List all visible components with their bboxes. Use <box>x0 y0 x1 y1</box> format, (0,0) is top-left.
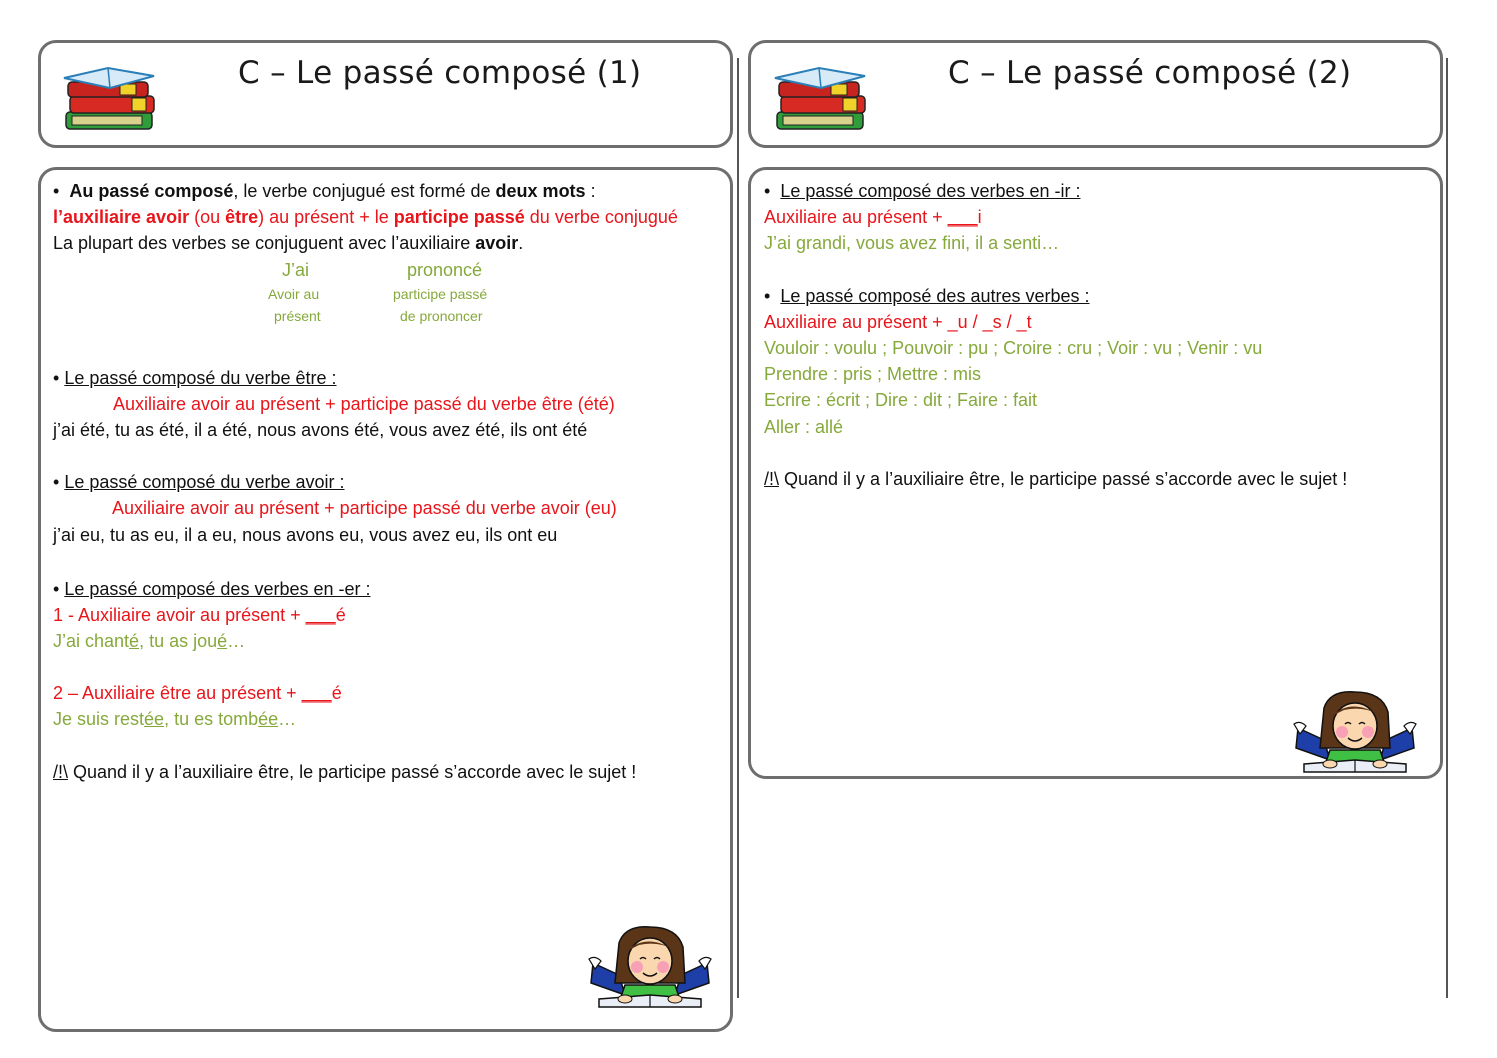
rule-text-3: du verbe conjugué <box>524 207 678 228</box>
intro-text-1: , le verbe conjugué est formé de <box>233 181 496 201</box>
others-heading: Le passé composé des autres verbes : <box>780 285 1090 306</box>
er-ex2-part-c: … <box>278 709 297 730</box>
etre-heading-line <box>53 365 723 391</box>
ir-rule <box>764 204 1434 230</box>
most-text-2: . <box>518 233 524 254</box>
er-rule-2 <box>53 680 723 706</box>
others-example-3: Ecrire : écrit ; Dire : dit ; Faire : fait <box>764 390 1038 411</box>
avoir-heading-line <box>53 469 723 495</box>
warning-sign: /!\ <box>764 468 780 489</box>
books-icon <box>58 64 160 134</box>
left-warning <box>53 759 723 785</box>
er-ex2-part-a: Je suis rest <box>53 709 145 730</box>
warning-sign: /!\ <box>53 761 69 782</box>
er-rule-2-text: 2 – Auxiliaire être au présent + <box>53 683 302 704</box>
example-word-2: prononcé <box>407 259 483 280</box>
er-example-1 <box>53 628 723 654</box>
others-heading-line <box>764 283 1434 309</box>
rule-bold-1: l’auxiliaire avoir <box>53 207 190 228</box>
others-example-1: Vouloir : voulu ; Pouvoir : pu ; Croire : cru ; Voir : vu ; Venir : vu <box>764 337 1263 358</box>
example-block <box>53 257 723 327</box>
er-heading: Le passé composé des verbes en -er : <box>64 578 371 599</box>
example-note-2a: participe passé <box>393 285 488 302</box>
er-rule-1 <box>53 602 723 628</box>
most-text-1: La plupart des verbes se conjuguent avec l’auxiliaire <box>53 233 476 254</box>
ir-example: J’ai grandi, vous avez fini, il a senti… <box>764 233 1060 254</box>
bullet-icon: • <box>764 285 771 306</box>
rule-text-1: (ou <box>189 207 226 228</box>
er-ex2-ending-1: ée <box>144 709 165 730</box>
ir-heading-line <box>764 178 1434 204</box>
er-ex1-ending-2: é <box>217 631 228 652</box>
avoir-rule: Auxiliaire avoir au présent + participe passé du verbe avoir (eu) <box>112 498 617 519</box>
bullet-icon: • <box>53 367 60 388</box>
etre-heading: Le passé composé du verbe être : <box>64 367 337 388</box>
er-rule-2-ending: é <box>331 683 342 704</box>
avoir-heading: Le passé composé du verbe avoir : <box>64 472 345 493</box>
left-title: C – Le passé composé (1) <box>238 55 642 91</box>
right-warning <box>764 466 1434 492</box>
etre-conjugation: j’ai été, tu as été, il a été, nous avons été, vous avez été, ils ont été <box>53 419 588 440</box>
ir-rule-blank: ___ <box>947 207 978 228</box>
bullet-icon: • <box>53 472 60 493</box>
column-separator-left <box>737 58 739 998</box>
column-separator-right <box>1446 58 1448 998</box>
etre-rule: Auxiliaire avoir au présent + participe passé du verbe être (été) <box>113 393 615 414</box>
bullet-icon: • <box>53 578 60 599</box>
bullet-icon: • <box>53 181 60 201</box>
intro-text-2: : <box>585 181 596 201</box>
rule-line <box>53 204 723 230</box>
er-rule-1-blank: ___ <box>305 604 336 625</box>
warning-text: Quand il y a l’auxiliaire être, le participe passé s’accorde avec le sujet ! <box>779 468 1348 489</box>
intro-bold-1: Au passé composé <box>69 181 234 201</box>
rule-bold-2: être <box>225 207 259 228</box>
intro-line <box>53 178 723 204</box>
er-heading-line <box>53 576 723 602</box>
er-rule-1-ending: é <box>335 604 346 625</box>
others-example-4: Aller : allé <box>764 416 844 437</box>
bullet-icon: • <box>764 181 771 201</box>
ir-rule-ending: i <box>977 207 982 228</box>
left-content <box>53 178 723 785</box>
example-note-1a: Avoir au <box>268 285 320 302</box>
others-example-2: Prendre : pris ; Mettre : mis <box>764 364 982 385</box>
er-ex1-ending-1: é <box>129 631 140 652</box>
intro-bold-2: deux mots <box>495 181 586 201</box>
ir-heading: Le passé composé des verbes en -ir : <box>780 181 1081 201</box>
er-ex1-part-a: J’ai chant <box>53 631 130 652</box>
warning-text: Quand il y a l’auxiliaire être, le participe passé s’accorde avec le sujet ! <box>68 761 637 782</box>
avoir-conjugation: j’ai eu, tu as eu, il a eu, nous avons eu, vous avez eu, ils ont eu <box>53 524 558 545</box>
books-icon <box>769 64 871 134</box>
er-rule-1-text: 1 - Auxiliaire avoir au présent + <box>53 604 306 625</box>
rule-text-2: ) au présent + le <box>258 207 394 228</box>
er-ex2-ending-2: ée <box>258 709 279 730</box>
most-bold: avoir <box>475 233 519 254</box>
right-title: C – Le passé composé (2) <box>948 55 1352 91</box>
reading-child-icon <box>1290 690 1420 775</box>
most-verbs-line <box>53 230 723 256</box>
others-rule: Auxiliaire au présent + _u / _s / _t <box>764 311 1032 332</box>
er-ex1-part-b: , tu as jou <box>139 631 218 652</box>
right-content <box>764 178 1434 492</box>
er-example-2 <box>53 706 723 732</box>
er-ex2-part-b: , tu es tomb <box>164 709 259 730</box>
example-note-2b: de prononcer <box>400 307 483 324</box>
er-rule-2-blank: ___ <box>301 683 332 704</box>
rule-bold-3: participe passé <box>393 207 525 228</box>
ir-rule-text: Auxiliaire au présent + <box>764 207 948 228</box>
er-ex1-part-c: … <box>227 631 246 652</box>
example-note-1b: présent <box>274 307 321 324</box>
reading-child-icon <box>585 925 715 1010</box>
example-word-1: J’ai <box>282 259 310 280</box>
